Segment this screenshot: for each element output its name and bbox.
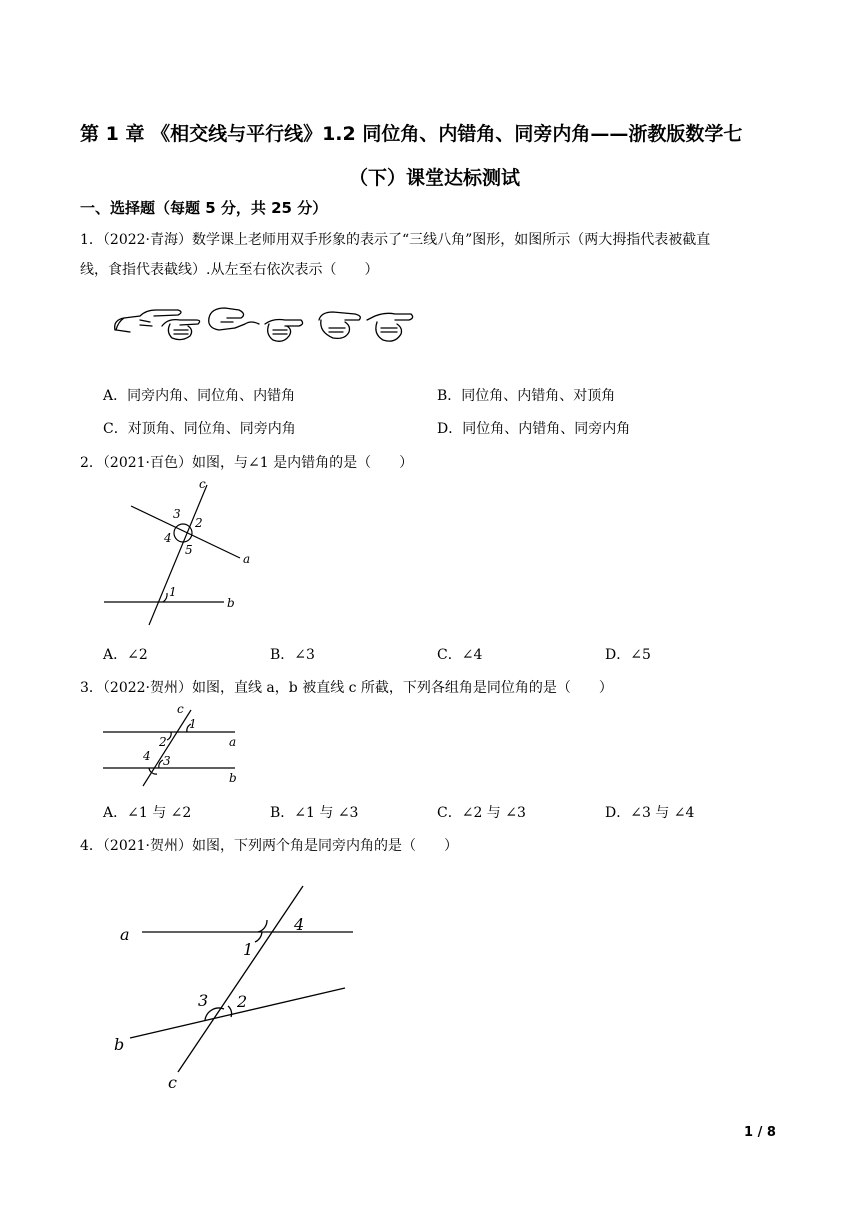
q2-line-c	[149, 485, 207, 625]
q3-line-c	[143, 710, 191, 786]
q1-hands-figure	[110, 298, 420, 348]
q3-angle-2-arc	[167, 732, 171, 740]
q3-label-4: 4	[143, 749, 151, 763]
q2-figure	[95, 475, 255, 635]
q1-option-b: B．同位角、内错角、对顶角	[437, 388, 616, 404]
q4-label-4: 4	[294, 915, 305, 934]
doc-title-line2: （下）课堂达标测试	[349, 167, 521, 189]
section-heading: 一、选择题（每题 5 分，共 25 分）	[80, 199, 328, 217]
q1-option-d: D．同位角、内错角、同旁内角	[437, 421, 631, 437]
doc-title-line1: 第 1 章 《相交线与平行线》1.2 同位角、内错角、同旁内角——浙教版数学七	[80, 123, 743, 145]
q2-text: 2．（2021·百色）如图，与∠1 是内错角的是（ ）	[80, 455, 414, 471]
q3-label-c: c	[177, 702, 184, 716]
q2-label-5: 5	[185, 543, 193, 557]
q3-option-a: A．∠1 与 ∠2	[103, 805, 192, 821]
q1-option-c: C．对顶角、同位角、同旁内角	[103, 421, 296, 437]
q2-angle-arc	[174, 524, 192, 542]
q4-figure	[110, 880, 370, 1095]
q1-option-a: A．同旁内角、同位角、内错角	[103, 388, 296, 404]
q2-label-4: 4	[164, 531, 172, 545]
q3-option-d: D．∠3 与 ∠4	[605, 805, 695, 821]
hands-group-2	[209, 308, 303, 341]
q2-label-b: b	[227, 596, 235, 610]
q2-label-c: c	[199, 477, 206, 491]
q4-label-3: 3	[198, 991, 209, 1010]
q3-text: 3．（2022·贺州）如图，直线 a，b 被直线 c 所截，下列各组角是同位角的是（ ）	[80, 680, 613, 696]
q4-angle-1-arc	[255, 932, 262, 942]
q3-option-b: B．∠1 与 ∠3	[270, 805, 359, 821]
q2-option-c: C．∠4	[437, 647, 483, 663]
q4-text: 4．（2021·贺州）如图，下列两个角是同旁内角的是（ ）	[80, 838, 458, 854]
q4-line-c	[178, 886, 303, 1072]
q2-option-d: D．∠5	[605, 647, 651, 663]
q4-angle-4-arc	[258, 920, 267, 932]
q2-label-3: 3	[173, 507, 181, 521]
hands-group-3	[319, 312, 413, 341]
q2-option-b: B．∠3	[270, 647, 315, 663]
q1-text-line1: 1．（2022·青海）数学课上老师用双手形象的表示了“三线八角”图形，如图所示（两大拇指代表被截直	[80, 232, 711, 248]
q3-label-b: b	[229, 771, 237, 785]
q2-label-1: 1	[169, 585, 177, 599]
q1-text-line2: 线，食指代表截线）.从左至右依次表示（ ）	[80, 262, 379, 278]
q3-label-3: 3	[163, 754, 171, 768]
q2-label-2: 2	[195, 516, 203, 530]
q4-label-c: c	[168, 1073, 177, 1092]
q2-option-a: A．∠2	[103, 647, 148, 663]
q3-label-a: a	[229, 735, 237, 749]
q4-label-1: 1	[243, 940, 254, 959]
q3-option-c: C．∠2 与 ∠3	[437, 805, 526, 821]
q2-angle-1-arc	[163, 593, 167, 602]
q2-label-a: a	[243, 552, 251, 566]
q3-label-1: 1	[189, 717, 197, 731]
q4-label-a: a	[120, 925, 130, 944]
q3-figure	[95, 700, 255, 795]
hands-group-1	[115, 310, 200, 340]
page-number: 1 / 8	[744, 1125, 776, 1140]
q4-label-b: b	[114, 1035, 125, 1054]
q3-label-2: 2	[159, 735, 167, 749]
q4-label-2: 2	[237, 992, 248, 1011]
